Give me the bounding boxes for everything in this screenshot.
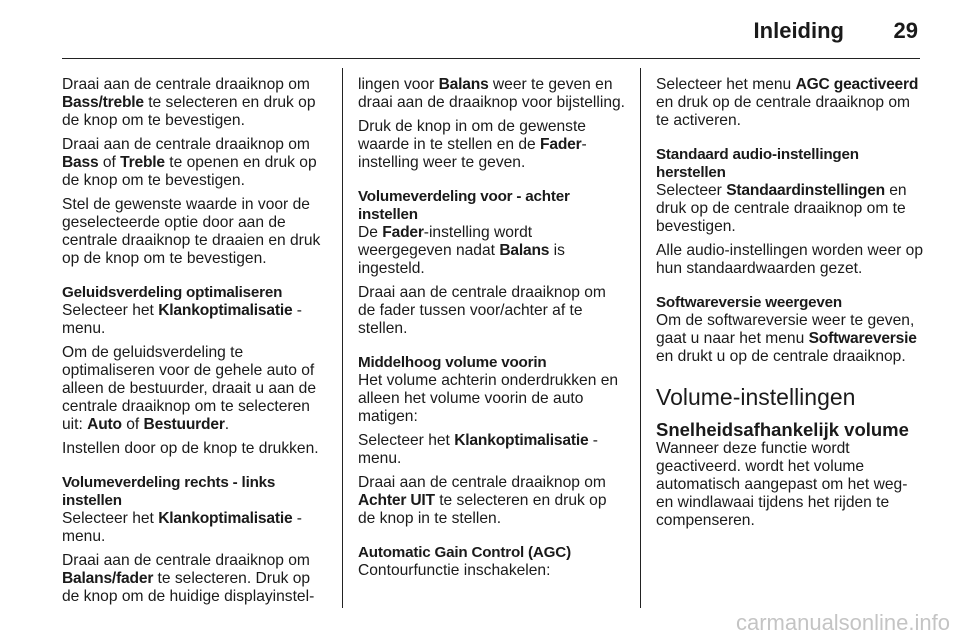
column-3 <box>656 76 924 536</box>
paragraph: lingen voor Balans weer te geven en draai aan de draaiknop voor bijstelling. <box>358 76 625 111</box>
paragraph: Selecteer het Klankoptimalisatie -menu. <box>62 510 302 545</box>
section-heading: Volume-instellingen <box>656 384 856 410</box>
column-divider-1 <box>342 68 343 608</box>
paragraph: Contourfunctie inschakelen: <box>358 562 551 579</box>
subheading: Volumeverdeling voor - achter instellen <box>358 188 570 223</box>
column-divider-2 <box>640 68 641 608</box>
paragraph: Selecteer het Klankoptimalisatie -menu. <box>358 432 598 467</box>
paragraph: Wanneer deze functie wordt geactiveerd. wordt het volume automatisch aangepast om het weg- en windlawaai tijdens het rijden te compenseren. <box>656 440 908 529</box>
subheading: Volumeverdeling rechts - links instellen <box>62 474 276 509</box>
paragraph: Selecteer het Klankoptimalisatie -menu. <box>62 302 302 337</box>
subheading: Automatic Gain Control (AGC) <box>358 544 571 561</box>
paragraph: Druk de knop in om de gewenste waarde in te stellen en de Fader-instelling weer te geven. <box>358 118 587 171</box>
paragraph: Selecteer het menu AGC geactiveerd en druk op de centrale draaiknop om te activeren. <box>656 76 919 129</box>
subsection-heading: Snelheidsafhankelijk volume <box>656 419 909 440</box>
paragraph: Alle audio-instellingen worden weer op hun standaardwaarden gezet. <box>656 242 923 277</box>
watermark: carmanualsonline.info <box>735 610 950 635</box>
page-number: 29 <box>893 18 918 43</box>
paragraph: Om de softwareversie weer te geven, gaat u naar het menu Softwareversie en drukt u op de centrale draaiknop. <box>656 312 917 365</box>
paragraph: De Fader-instelling wordt weergegeven nadat Balans is ingesteld. <box>358 224 565 277</box>
paragraph: Om de geluidsverdeling te optimaliseren voor de gehele auto of alleen de bestuurder, draait u aan de centrale draaiknop om te selecteren uit: Auto of Bestuurder. <box>62 344 317 433</box>
section-title: Inleiding <box>753 18 844 43</box>
page-header <box>62 0 920 59</box>
paragraph: Stel de gewenste waarde in voor de geselecteerde optie door aan de centrale draaiknop te draaien en druk op de knop om te bevestigen. <box>62 196 321 267</box>
subheading: Geluidsverdeling optimaliseren <box>62 284 283 301</box>
paragraph: Draai aan de centrale draaiknop om Bass/treble te selecteren en druk op de knop om te bevestigen. <box>62 76 316 129</box>
subheading: Softwareversie weergeven <box>656 294 842 311</box>
paragraph: Het volume achterin onderdrukken en alleen het volume voorin de auto matigen: <box>358 372 619 425</box>
column-2 <box>358 76 626 586</box>
paragraph: Draai aan de centrale draaiknop om Bass of Treble te openen en druk op de knop om te bevestigen. <box>62 136 317 189</box>
paragraph: Instellen door op de knop te drukken. <box>62 440 319 457</box>
paragraph: Draai aan de centrale draaiknop om Achter UIT te selecteren en druk op de knop in te stellen. <box>358 474 607 527</box>
paragraph: Draai aan de centrale draaiknop om de fader tussen voor/achter af te stellen. <box>358 284 606 337</box>
paragraph: Selecteer Standaardinstellingen en druk op de centrale draaiknop om te bevestigen. <box>656 182 907 235</box>
column-1 <box>62 76 328 612</box>
subheading: Middelhoog volume voorin <box>358 354 547 371</box>
paragraph: Draai aan de centrale draaiknop om Balans/fader te selecteren. Druk op de knop om de huidige displayinstel- <box>62 552 315 605</box>
subheading: Standaard audio-instellingen herstellen <box>656 146 859 181</box>
